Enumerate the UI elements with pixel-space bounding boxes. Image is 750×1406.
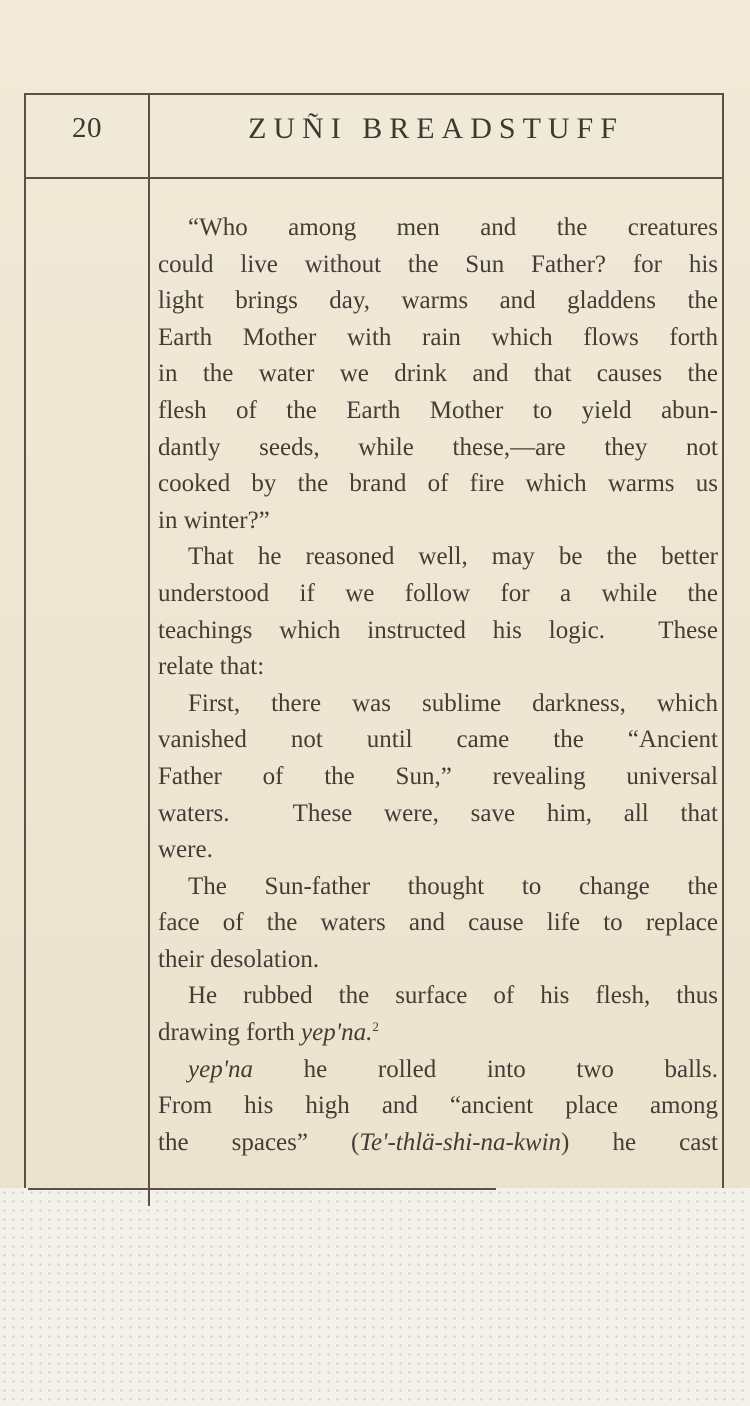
text-line: From his high and “ancient place among (158, 1092, 718, 1120)
column-divider-rule (148, 93, 150, 1206)
text-line: vanished not until came the “Ancient (158, 726, 718, 754)
top-rule (24, 93, 724, 95)
text-line: their desolation. (158, 945, 320, 973)
native-term: yep'na. (301, 1019, 373, 1047)
text-line: That he reasoned well, may be the better (188, 543, 718, 571)
text-line: could live without the Sun Father? for his (158, 250, 718, 278)
native-term: yep'na (188, 1055, 254, 1083)
bottom-rule (28, 1188, 496, 1190)
text-line: Father of the Sun,” revealing universal (158, 762, 718, 790)
text-line: flesh of the Earth Mother to yield abun- (158, 396, 718, 424)
text-line: drawing forth yep'na.$^2$ (158, 1019, 379, 1047)
text-line: the spaces” (Te'-thlä-shi-na-kwin) he cast (158, 1128, 718, 1156)
header-rule (24, 177, 724, 179)
left-margin-rule (24, 93, 26, 1188)
text-line: were. (158, 836, 213, 864)
page-number: 20 (72, 112, 102, 144)
text-line: relate that: (158, 653, 265, 681)
body-text (158, 210, 718, 1161)
text-line: He rubbed the surface of his flesh, thus (188, 982, 718, 1010)
text-line: The Sun-father thought to change the (188, 872, 718, 900)
footnote-marker: 2 (372, 1019, 379, 1035)
native-term: Te'-thlä-shi-na-kwin (359, 1128, 562, 1156)
running-title: ZUÑI BREADSTUFF (248, 112, 624, 145)
right-margin-rule (722, 93, 724, 1188)
text-line: understood if we follow for a while the (158, 579, 718, 607)
text-line: dantly seeds, while these,—are they not (158, 433, 718, 461)
text-line: First, there was sublime darkness, which (188, 689, 718, 717)
text-line: Earth Mother with rain which flows forth (158, 323, 718, 351)
text-line: teachings which instructed his logic. These (158, 616, 718, 644)
text-line: yep'na he rolled into two balls. (188, 1055, 718, 1083)
text-line: in winter?” (158, 506, 270, 534)
transparent-background (0, 1188, 750, 1406)
text-line: cooked by the brand of fire which warms us (158, 470, 718, 498)
text-line: in the water we drink and that causes the (158, 360, 718, 388)
text-line: waters. These were, save him, all that (158, 799, 718, 827)
text-line: “Who among men and the creatures (188, 214, 718, 241)
text-line: light brings day, warms and gladdens the (158, 287, 718, 315)
text-line: face of the waters and cause life to replace (158, 909, 718, 937)
